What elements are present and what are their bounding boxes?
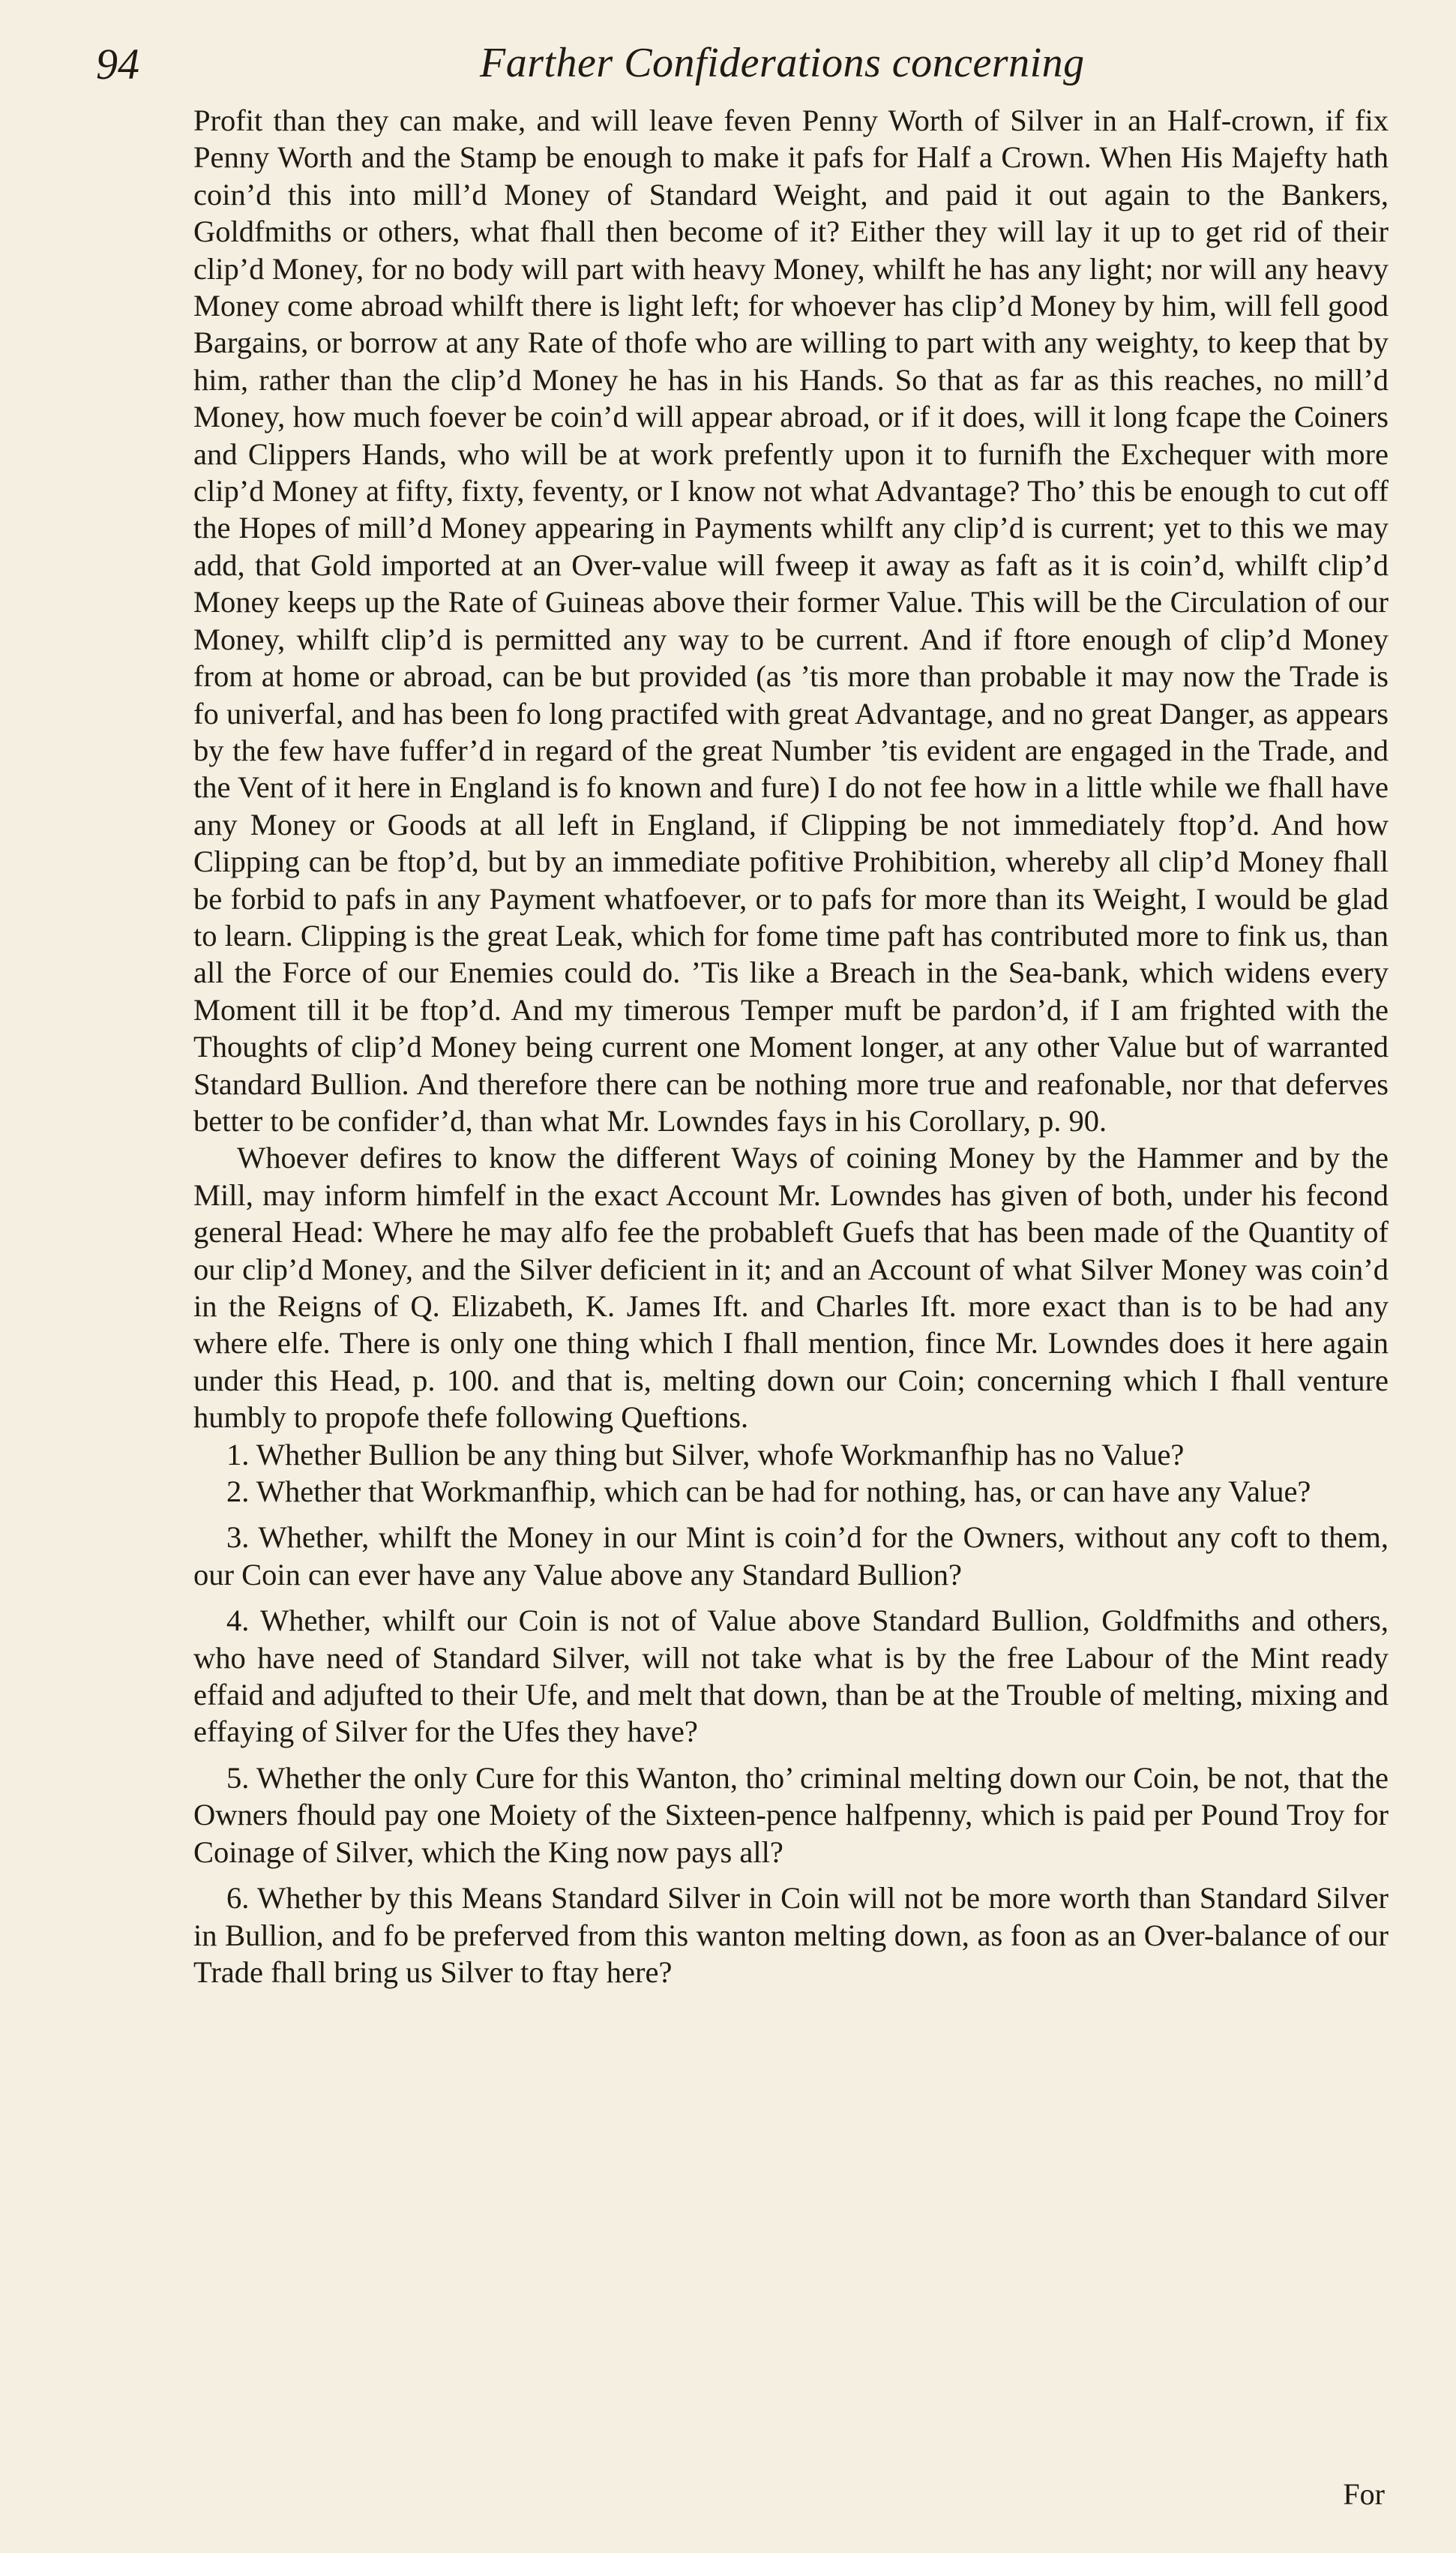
- question-1: 1. Whether Bullion be any thing but Silver, whofe Workmanfhip has no Value?: [226, 1437, 1185, 1472]
- question-2: 2. Whether that Workmanfhip, which can be had for nothing, has, or can have any Value?: [226, 1474, 1311, 1509]
- questions-list: [193, 1436, 1389, 1991]
- question-6: 6. Whether by this Means Standard Silver in Coin will not be more worth than Standard Silver in Bullion, and fo be preferved from this wanton melting down, as foon as an Over-balance of our Trade fhall bring us Silver to ftay here?: [193, 1881, 1389, 1989]
- paragraph-1: Profit than they can make, and will leave feven Penny Worth of Silver in an Half-crown, if fix Penny Worth and the Stamp be enough to make it pafs for Half a Crown. When His Majefty hath coin’d this into mill’d Money of Standard Weight, and paid it out again to the Bankers, Goldfmiths or others, what fhall then become of it? Either they will lay it up to get rid of their clip’d Money, for no body will part with heavy Money, whilft he has any light; nor will any heavy Money come abroad whilft there is light left; for whoever has clip’d Money by him, will fell good Bargains, or borrow at any Rate of thofe who are willing to part with any weighty, to keep that by him, rather than the clip’d Money he has in his Hands. So that as far as this reaches, no mill’d Money, how much foever be coin’d will appear abroad, or if it does, will it long fcape the Coiners and Clippers Hands, who will be at work prefently upon it to furnifh the Exchequer with more clip’d Money at fifty, fixty, feventy, or I know not what Advantage? Tho’ this be enough to cut off the Hopes of mill’d Money appearing in Payments whilft any clip’d is current; yet to this we may add, that Gold imported at an Over-value will fweep it away as faft as it is coin’d, whilft clip’d Money keeps up the Rate of Guineas above their former Value. This will be the Circulation of our Money, whilft clip’d is permitted any way to be current. And if ftore enough of clip’d Money from at home or abroad, can be but provided (as ’tis more than probable it may now the Trade is fo univerfal, and has been fo long practifed with great Advantage, and no great Danger, as appears by the few have fuffer’d in regard of the great Number ’tis evident are engaged in the Trade, and the Vent of it here in England is fo known and fure) I do not fee how in a little while we fhall have any Money or Goods at all left in England, if Clipping be not immediately ftop’d. And how Clipping can be ftop’d, but by an immediate pofitive Prohibition, whereby all clip’d Money fhall be forbid to pafs in any Payment whatfoever, or to pafs for more than its Weight, I would be glad to learn. Clipping is the great Leak, which for fome time paft has contributed more to fink us, than all the Force of our Enemies could do. ’Tis like a Breach in the Sea-bank, which widens every Moment till it be ftop’d. And my timerous Temper muft be pardon’d, if I am frighted with the Thoughts of clip’d Money being current one Moment longer, at any other Value but of warranted Standard Bullion. And therefore there can be nothing more true and reafonable, nor that deferves better to be confider’d, than what Mr. Lowndes fays in his Corollary, p. 90.: [193, 104, 1389, 1138]
- question-4: 4. Whether, whilft our Coin is not of Value above Standard Bullion, Goldfmiths and others, who have need of Standard Silver, will not take what is by the free Labour of the Mint ready effaid and adjufted to their Ufe, and melt that down, than be at the Trouble of melting, mixing and effaying of Silver for the Ufes they have?: [193, 1604, 1389, 1749]
- page-header: [0, 39, 1456, 92]
- body-text: [193, 102, 1389, 1990]
- question-3: 3. Whether, whilft the Money in our Mint is coin’d for the Owners, without any coft to them, our Coin can ever have any Value above any Standard Bullion?: [193, 1520, 1389, 1592]
- paragraph-2: Whoever defires to know the different Ways of coining Money by the Hammer and by the Mill, may inform himfelf in the exact Account Mr. Lowndes has given of both, under his fecond general Head: Where he may alfo fee the probableft Guefs that has been made of the Quantity of our clip’d Money, and the Silver deficient in it; and an Account of what Silver Money was coin’d in the Reigns of Q. Elizabeth, K. James Ift. and Charles Ift. more exact than is to be had any where elfe. There is only one thing which I fhall mention, fince Mr. Lowndes does it here again under this Head, p. 100. and that is, melting down our Coin; concerning which I fhall venture humbly to propofe thefe following Queftions.: [193, 1141, 1389, 1435]
- question-5: 5. Whether the only Cure for this Wanton, tho’ criminal melting down our Coin, be not, that the Owners fhould pay one Moiety of the Sixteen-pence halfpenny, which is paid per Pound Troy for Coinage of Silver, which the King now pays all?: [193, 1760, 1389, 1869]
- page-number: 94: [96, 40, 139, 88]
- catchword: For: [1343, 2477, 1385, 2511]
- running-title: Farther Confiderations concerning: [480, 40, 1085, 86]
